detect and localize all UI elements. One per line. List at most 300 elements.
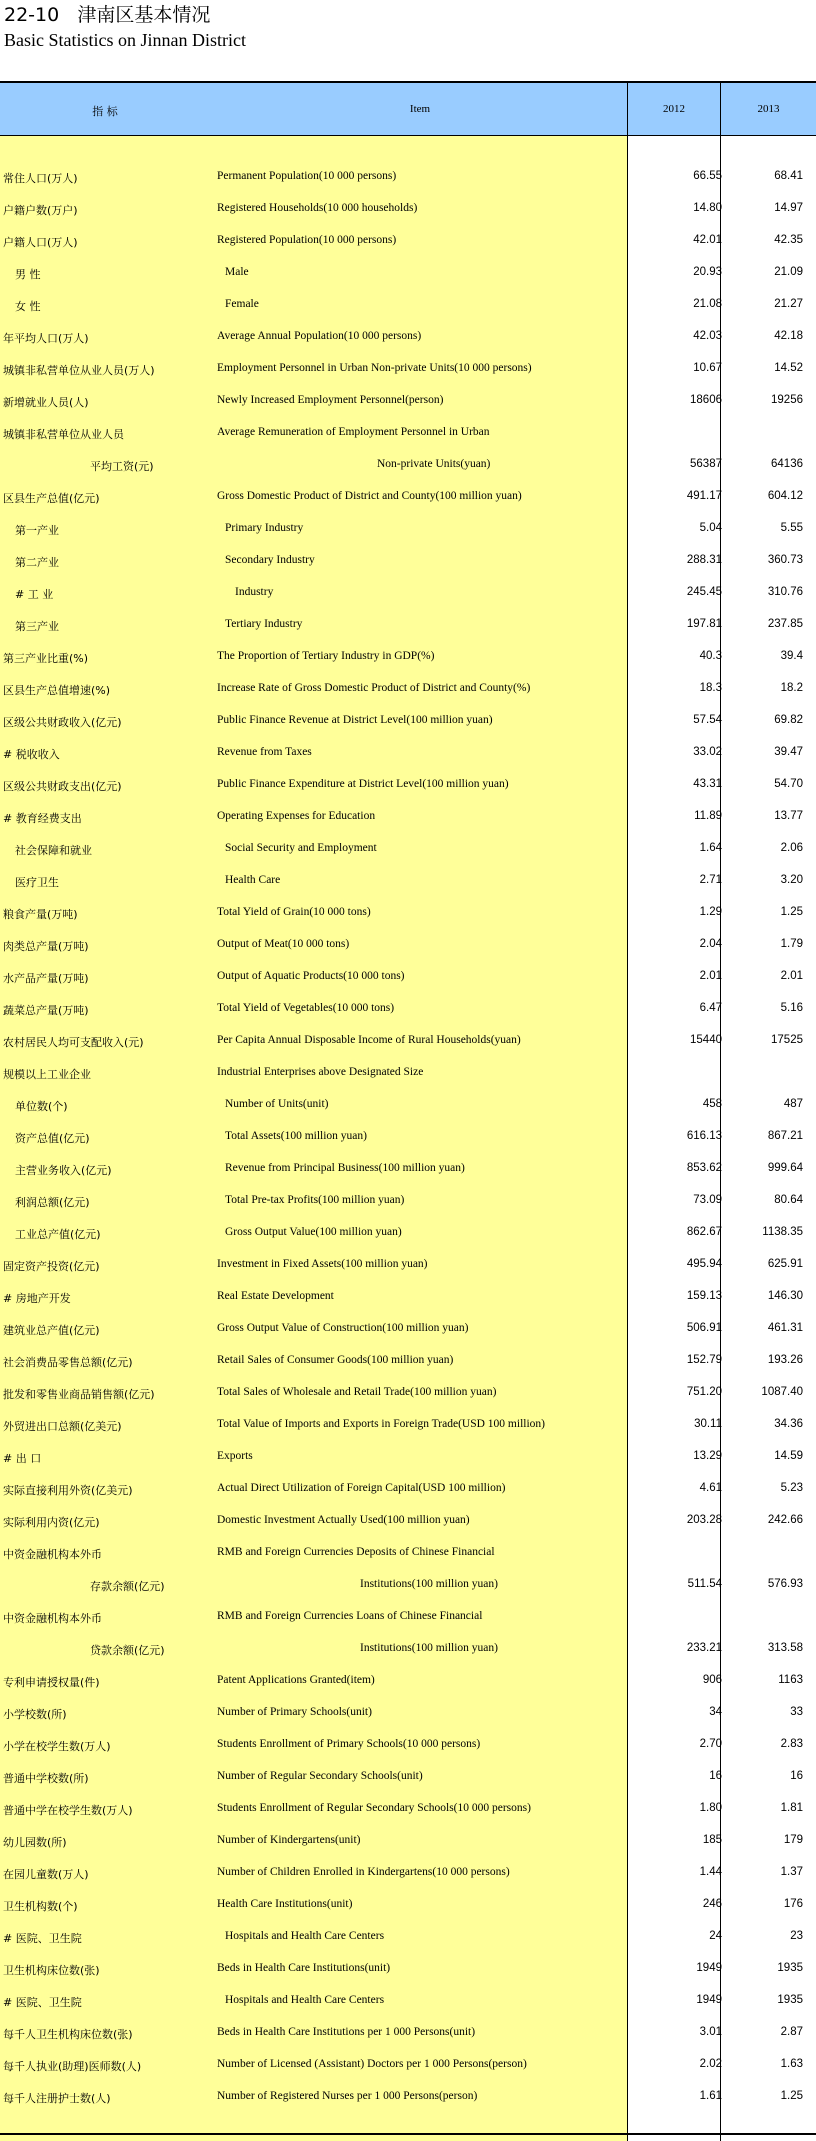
row-label-zh: 贷款余额(亿元) [90, 1644, 165, 1657]
row-label-en: Tertiary Industry [225, 618, 303, 630]
table-row [0, 963, 816, 995]
row-label-zh: 主营业务收入(亿元) [15, 1164, 112, 1177]
row-label-en: Retail Sales of Consumer Goods(100 million yuan) [217, 1354, 454, 1366]
table-row [0, 2083, 816, 2115]
row-label-zh: 中资金融机构本外币 [3, 1548, 102, 1561]
row-label-zh: 幼儿园数(所) [3, 1836, 67, 1849]
table-row [0, 1283, 816, 1315]
table-row [0, 259, 816, 291]
row-label-en: Primary Industry [225, 522, 304, 534]
row-label-en: Secondary Industry [225, 554, 315, 566]
table-row [0, 1539, 816, 1571]
value-2013: 867.21 [767, 1130, 803, 1142]
table-row [0, 387, 816, 419]
value-2012: 2.70 [699, 1738, 722, 1750]
row-label-zh: 区级公共财政收入(亿元) [3, 716, 122, 729]
value-2012: 10.67 [693, 362, 722, 374]
value-2012: 862.67 [686, 1226, 722, 1238]
row-label-en: Newly Increased Employment Personnel(person) [217, 394, 444, 406]
table-row [0, 2051, 816, 2083]
row-label-zh: 新增就业人员(人) [3, 396, 89, 409]
table-row [0, 643, 816, 675]
value-2012: 159.13 [686, 1290, 722, 1302]
table-row [0, 1955, 816, 1987]
value-2013: 1087.40 [761, 1386, 803, 1398]
row-label-en: Average Annual Population(10 000 persons) [217, 330, 422, 342]
value-2012: 616.13 [686, 1130, 722, 1142]
row-label-en: Male [225, 266, 249, 278]
row-label-zh: 实际直接利用外资(亿美元) [3, 1484, 133, 1497]
row-label-zh: 女 性 [15, 300, 41, 313]
row-label-zh: 蔬菜总产量(万吨) [3, 1004, 89, 1017]
row-label-zh: 社会保障和就业 [15, 844, 92, 857]
table-row [0, 931, 816, 963]
row-label-en: Gross Output Value(100 million yuan) [225, 1226, 402, 1238]
row-label-en: Total Pre-tax Profits(100 million yuan) [225, 1194, 405, 1206]
table-row [0, 1411, 816, 1443]
row-label-en: Number of Units(unit) [225, 1098, 329, 1110]
value-2012: 2.04 [699, 938, 722, 950]
row-label-en: Health Care [225, 874, 281, 886]
value-2012: 1.44 [699, 1866, 722, 1878]
row-label-zh: 每千人注册护士数(人) [3, 2092, 111, 2105]
row-label-zh: # 医院、卫生院 [3, 1996, 82, 2009]
value-2013: 1.63 [780, 2058, 803, 2070]
row-label-zh: 城镇非私营单位从业人员 [3, 428, 124, 441]
value-2013: 1163 [778, 1674, 803, 1686]
row-label-en: Number of Registered Nurses per 1 000 Persons(person) [217, 2090, 478, 2102]
row-label-en: Number of Primary Schools(unit) [217, 1706, 372, 1718]
row-label-zh: 普通中学在校学生数(万人) [3, 1804, 133, 1817]
row-label-en: Public Finance Revenue at District Level(100 million yuan) [217, 714, 493, 726]
table-row [0, 163, 816, 195]
row-label-en: Number of Regular Secondary Schools(unit) [217, 1770, 423, 1782]
table-row [0, 355, 816, 387]
row-label-en: Total Assets(100 million yuan) [225, 1130, 367, 1142]
table-row [0, 1315, 816, 1347]
value-2013: 146.30 [767, 1290, 803, 1302]
value-2013: 54.70 [774, 778, 803, 790]
row-label-en: Investment in Fixed Assets(100 million yuan) [217, 1258, 428, 1270]
value-2012: 4.61 [699, 1482, 722, 1494]
value-2012: 1.80 [699, 1802, 722, 1814]
row-label-zh: 普通中学校数(所) [3, 1772, 89, 1785]
table-row [0, 771, 816, 803]
table-row [0, 1379, 816, 1411]
value-2013: 2.06 [780, 842, 803, 854]
table-row [0, 1795, 816, 1827]
header-year-2013: 2013 [757, 103, 780, 115]
row-label-en: Hospitals and Health Care Centers [225, 1994, 385, 2006]
value-2012: 1949 [696, 1994, 722, 2006]
value-2012: 197.81 [686, 618, 722, 630]
table-row [0, 1827, 816, 1859]
row-label-zh: 第三产业比重(%) [3, 652, 89, 665]
value-2012: 57.54 [693, 714, 722, 726]
table-row [0, 1891, 816, 1923]
row-label-zh: 区级公共财政支出(亿元) [3, 780, 122, 793]
value-2012: 906 [702, 1674, 722, 1686]
value-2012: 5.04 [699, 522, 722, 534]
row-label-en: Registered Population(10 000 persons) [217, 234, 397, 246]
value-2013: 68.41 [774, 170, 803, 182]
value-2013: 625.91 [767, 1258, 803, 1270]
value-2013: 39.47 [774, 746, 803, 758]
table-row [0, 1059, 816, 1091]
row-label-en: Number of Licensed (Assistant) Doctors per 1 000 Persons(person) [217, 2058, 527, 2070]
row-label-zh: 每千人执业(助理)医师数(人) [3, 2060, 142, 2073]
row-label-en: Social Security and Employment [225, 842, 377, 854]
table-row [0, 227, 816, 259]
value-2012: 21.08 [693, 298, 722, 310]
value-2013: 1.81 [780, 1802, 803, 1814]
row-label-zh: 第三产业 [15, 620, 59, 633]
row-label-en: Registered Households(10 000 households) [217, 202, 418, 214]
value-2012: 245.45 [686, 586, 722, 598]
table-row [0, 1507, 816, 1539]
value-2013: 3.20 [780, 874, 803, 886]
row-label-zh: 年平均人口(万人) [3, 332, 89, 345]
row-label-zh: 批发和零售业商品销售额(亿元) [3, 1388, 155, 1401]
row-label-zh: 第一产业 [15, 524, 59, 537]
header-item-zh: 指 标 [92, 105, 118, 118]
row-label-zh: 工业总产值(亿元) [15, 1228, 101, 1241]
row-label-en: RMB and Foreign Currencies Loans of Chinese Financial [217, 1610, 483, 1622]
table-row [0, 291, 816, 323]
row-label-en: RMB and Foreign Currencies Deposits of Chinese Financial [217, 1546, 495, 1558]
row-label-en: Exports [217, 1450, 253, 1462]
table-row [0, 1091, 816, 1123]
row-label-en: Revenue from Principal Business(100 million yuan) [225, 1162, 465, 1174]
value-2013: 193.26 [767, 1354, 803, 1366]
table-row [0, 515, 816, 547]
row-label-zh: 小学在校学生数(万人) [3, 1740, 111, 1753]
value-2012: 42.01 [693, 234, 722, 246]
value-2012: 458 [702, 1098, 722, 1110]
value-2013: 310.76 [767, 586, 803, 598]
row-label-zh: 第二产业 [15, 556, 59, 569]
value-2012: 73.09 [693, 1194, 722, 1206]
value-2013: 999.64 [767, 1162, 803, 1174]
value-2012: 185 [702, 1834, 722, 1846]
row-label-en: Employment Personnel in Urban Non-private Units(10 000 persons) [217, 362, 532, 374]
table-row [0, 1603, 816, 1635]
table-row [0, 867, 816, 899]
row-label-en: The Proportion of Tertiary Industry in GDP(%) [217, 650, 435, 662]
row-label-en: Industry [235, 586, 274, 598]
value-2012: 853.62 [686, 1162, 722, 1174]
value-2012: 18.3 [699, 682, 722, 694]
value-2013: 2.83 [780, 1738, 803, 1750]
value-2012: 16 [709, 1770, 722, 1782]
value-2013: 5.16 [780, 1002, 803, 1014]
row-label-zh: 粮食产量(万吨) [3, 908, 78, 921]
table-row [0, 611, 816, 643]
row-label-zh: 平均工资(元) [90, 460, 154, 473]
value-2013: 64136 [771, 458, 803, 470]
row-label-zh: # 教育经费支出 [3, 812, 82, 825]
row-label-zh: 常住人口(万人) [3, 172, 78, 185]
value-2012: 1.29 [699, 906, 722, 918]
page-title-zh: 22-10 津南区基本情况 [4, 4, 211, 26]
value-2012: 246 [702, 1898, 722, 1910]
row-label-en: Output of Aquatic Products(10 000 tons) [217, 970, 405, 982]
table-row [0, 1699, 816, 1731]
row-label-en: Industrial Enterprises above Designated Size [217, 1066, 424, 1078]
value-2013: 179 [783, 1834, 803, 1846]
row-label-en: Students Enrollment of Regular Secondary Schools(10 000 persons) [217, 1802, 531, 1814]
value-2012: 511.54 [687, 1578, 722, 1590]
table-row [0, 1987, 816, 2019]
row-label-zh: 外贸进出口总额(亿美元) [3, 1420, 122, 1433]
row-label-zh: 城镇非私营单位从业人员(万人) [3, 364, 155, 377]
value-2012: 495.94 [686, 1258, 722, 1270]
table-row [0, 1187, 816, 1219]
row-label-en: Non-private Units(yuan) [377, 458, 491, 470]
row-label-zh: 利润总额(亿元) [15, 1196, 90, 1209]
value-2013: 80.64 [774, 1194, 803, 1206]
row-label-zh: # 工 业 [15, 588, 54, 601]
table-row [0, 451, 816, 483]
value-2012: 20.93 [693, 266, 722, 278]
table-row [0, 1443, 816, 1475]
value-2013: 16 [790, 1770, 803, 1782]
table-row [0, 547, 816, 579]
row-label-zh: 中资金融机构本外币 [3, 1612, 102, 1625]
value-2013: 576.93 [767, 1578, 803, 1590]
value-2012: 1.61 [699, 2090, 722, 2102]
table-row [0, 1251, 816, 1283]
row-label-en: Number of Children Enrolled in Kindergartens(10 000 persons) [217, 1866, 510, 1878]
value-2012: 24 [709, 1930, 722, 1942]
table-row [0, 1667, 816, 1699]
header-item-en: Item [409, 103, 431, 115]
table-row [0, 1475, 816, 1507]
table-row [0, 323, 816, 355]
row-label-zh: 区县生产总值增速(%) [3, 684, 111, 697]
value-2012: 56387 [690, 458, 722, 470]
value-2013: 21.09 [774, 266, 803, 278]
value-2013: 237.85 [767, 618, 803, 630]
table-row [0, 1027, 816, 1059]
row-label-zh: 专利申请授权量(件) [3, 1676, 100, 1689]
value-2012: 33.02 [693, 746, 722, 758]
row-label-zh: 固定资产投资(亿元) [3, 1260, 100, 1273]
table-row [0, 1859, 816, 1891]
value-2012: 34 [709, 1706, 722, 1718]
row-label-en: Health Care Institutions(unit) [217, 1898, 353, 1910]
table-row [0, 1763, 816, 1795]
value-2013: 2.87 [780, 2026, 803, 2038]
table-header [0, 83, 816, 136]
table-row [0, 2019, 816, 2051]
value-2013: 176 [783, 1898, 803, 1910]
row-label-en: Real Estate Development [217, 1290, 334, 1302]
table-row [0, 1571, 816, 1603]
row-label-en: Average Remuneration of Employment Personnel in Urban [217, 426, 490, 438]
value-2012: 233.21 [686, 1642, 722, 1654]
row-label-en: Total Yield of Vegetables(10 000 tons) [217, 1002, 395, 1014]
row-label-zh: # 医院、卫生院 [3, 1932, 82, 1945]
row-label-en: Increase Rate of Gross Domestic Product of District and County(%) [217, 682, 531, 694]
value-2012: 30.11 [694, 1418, 722, 1430]
row-label-zh: 单位数(个) [15, 1100, 68, 1113]
row-label-zh: 卫生机构数(个) [3, 1900, 78, 1913]
row-label-en: Permanent Population(10 000 persons) [217, 170, 397, 182]
table-row [0, 707, 816, 739]
row-label-zh: 每千人卫生机构床位数(张) [3, 2028, 133, 2041]
value-2013: 17525 [771, 1034, 803, 1046]
row-label-en: Gross Domestic Product of District and County(100 million yuan) [217, 490, 522, 502]
header-year-2012: 2012 [663, 103, 685, 115]
value-2013: 461.31 [767, 1322, 803, 1334]
row-label-en: Public Finance Expenditure at District Level(100 million yuan) [217, 778, 509, 790]
row-label-zh: 资产总值(亿元) [15, 1132, 90, 1145]
table-row [0, 419, 816, 451]
value-2013: 14.97 [774, 202, 803, 214]
table-row [0, 739, 816, 771]
row-label-en: Operating Expenses for Education [217, 810, 376, 822]
row-label-en: Gross Output Value of Construction(100 million yuan) [217, 1322, 469, 1334]
row-label-zh: # 税收收入 [3, 748, 60, 761]
value-2012: 15440 [690, 1034, 722, 1046]
row-label-en: Actual Direct Utilization of Foreign Capital(USD 100 million) [217, 1482, 506, 1494]
value-2013: 1.79 [780, 938, 803, 950]
row-label-en: Total Yield of Grain(10 000 tons) [217, 906, 371, 918]
value-2013: 487 [783, 1098, 803, 1110]
table-row [0, 1219, 816, 1251]
row-label-zh: 小学校数(所) [3, 1708, 67, 1721]
value-2013: 360.73 [767, 554, 803, 566]
row-label-en: Total Sales of Wholesale and Retail Trade(100 million yuan) [217, 1386, 497, 1398]
row-label-zh: 社会消费品零售总额(亿元) [3, 1356, 133, 1369]
value-2012: 2.01 [699, 970, 722, 982]
value-2013: 18.2 [780, 682, 803, 694]
table-row [0, 899, 816, 931]
table-row [0, 1155, 816, 1187]
row-label-zh: 男 性 [15, 268, 41, 281]
row-label-en: Institutions(100 million yuan) [360, 1642, 498, 1654]
row-label-zh: 户籍人口(万人) [3, 236, 78, 249]
row-label-en: Hospitals and Health Care Centers [225, 1930, 385, 1942]
value-2013: 604.12 [767, 490, 803, 502]
value-2013: 23 [790, 1930, 803, 1942]
value-2013: 14.52 [774, 362, 803, 374]
value-2012: 42.03 [693, 330, 722, 342]
value-2012: 491.17 [686, 490, 722, 502]
row-label-zh: 医疗卫生 [15, 876, 59, 889]
value-2012: 751.20 [686, 1386, 722, 1398]
page-title-en: Basic Statistics on Jinnan District [4, 30, 246, 50]
row-label-en: Institutions(100 million yuan) [360, 1578, 498, 1590]
value-2013: 1935 [777, 1962, 803, 1974]
value-2013: 33 [790, 1706, 803, 1718]
value-2013: 2.01 [780, 970, 803, 982]
row-label-zh: 在园儿童数(万人) [3, 1868, 89, 1881]
table-row [0, 1123, 816, 1155]
row-label-zh: 水产品产量(万吨) [3, 972, 89, 985]
value-2013: 5.55 [780, 522, 803, 534]
value-2013: 1.25 [780, 2090, 803, 2102]
value-2013: 1.25 [780, 906, 803, 918]
row-label-zh: 农村居民人均可支配收入(元) [3, 1036, 144, 1049]
row-label-zh: 规模以上工业企业 [3, 1068, 91, 1081]
value-2013: 313.58 [767, 1642, 803, 1654]
value-2012: 1.64 [699, 842, 722, 854]
row-label-en: Students Enrollment of Primary Schools(10 000 persons) [217, 1738, 481, 1750]
value-2013: 5.23 [780, 1482, 803, 1494]
value-2013: 13.77 [774, 810, 803, 822]
value-2012: 2.02 [699, 2058, 722, 2070]
value-2012: 11.89 [694, 810, 722, 822]
row-label-zh: 区县生产总值(亿元) [3, 492, 100, 505]
value-2012: 152.79 [686, 1354, 722, 1366]
row-label-zh: # 出 口 [3, 1452, 42, 1465]
table-row [0, 1731, 816, 1763]
statistics-table [0, 81, 816, 2141]
header-divider [627, 83, 628, 135]
table-row [0, 675, 816, 707]
row-label-zh: 卫生机构床位数(张) [3, 1964, 100, 1977]
value-2012: 43.31 [693, 778, 722, 790]
table-row [0, 195, 816, 227]
value-2013: 1935 [777, 1994, 803, 2006]
value-2013: 19256 [771, 394, 803, 406]
value-2012: 6.47 [699, 1002, 722, 1014]
value-2013: 42.18 [774, 330, 803, 342]
value-2012: 288.31 [686, 554, 722, 566]
row-label-en: Female [225, 298, 259, 310]
table-row [0, 803, 816, 835]
value-2012: 13.29 [693, 1450, 722, 1462]
row-label-zh: 实际利用内资(亿元) [3, 1516, 100, 1529]
row-label-en: Beds in Health Care Institutions(unit) [217, 1962, 391, 1974]
table-row [0, 579, 816, 611]
row-label-en: Total Value of Imports and Exports in Foreign Trade(USD 100 million) [217, 1418, 545, 1430]
value-2012: 506.91 [686, 1322, 722, 1334]
row-label-en: Output of Meat(10 000 tons) [217, 938, 350, 950]
row-label-zh: 户籍户数(万户) [3, 204, 78, 217]
value-2013: 1.37 [780, 1866, 803, 1878]
table-row [0, 1923, 816, 1955]
value-2012: 2.71 [699, 874, 722, 886]
value-2013: 1138.35 [762, 1226, 803, 1238]
row-label-en: Per Capita Annual Disposable Income of Rural Households(yuan) [217, 1034, 521, 1046]
value-2012: 3.01 [699, 2026, 722, 2038]
value-2013: 34.36 [774, 1418, 803, 1430]
value-2012: 203.28 [686, 1514, 722, 1526]
row-label-en: Number of Kindergartens(unit) [217, 1834, 361, 1846]
row-label-zh: 存款余额(亿元) [90, 1580, 165, 1593]
value-2013: 21.27 [774, 298, 803, 310]
row-label-en: Patent Applications Granted(item) [217, 1674, 375, 1686]
title-block [4, 2, 804, 58]
row-label-zh: # 房地产开发 [3, 1292, 71, 1305]
value-2013: 42.35 [774, 234, 803, 246]
row-label-zh: 肉类总产量(万吨) [3, 940, 89, 953]
value-2012: 40.3 [699, 650, 722, 662]
table-row [0, 995, 816, 1027]
table-row [0, 483, 816, 515]
value-2012: 14.80 [693, 202, 722, 214]
value-2013: 14.59 [774, 1450, 803, 1462]
value-2012: 66.55 [693, 170, 722, 182]
row-label-en: Domestic Investment Actually Used(100 million yuan) [217, 1514, 470, 1526]
header-divider [720, 83, 721, 135]
value-2013: 242.66 [767, 1514, 803, 1526]
table-body [0, 163, 816, 2115]
value-2013: 69.82 [774, 714, 803, 726]
